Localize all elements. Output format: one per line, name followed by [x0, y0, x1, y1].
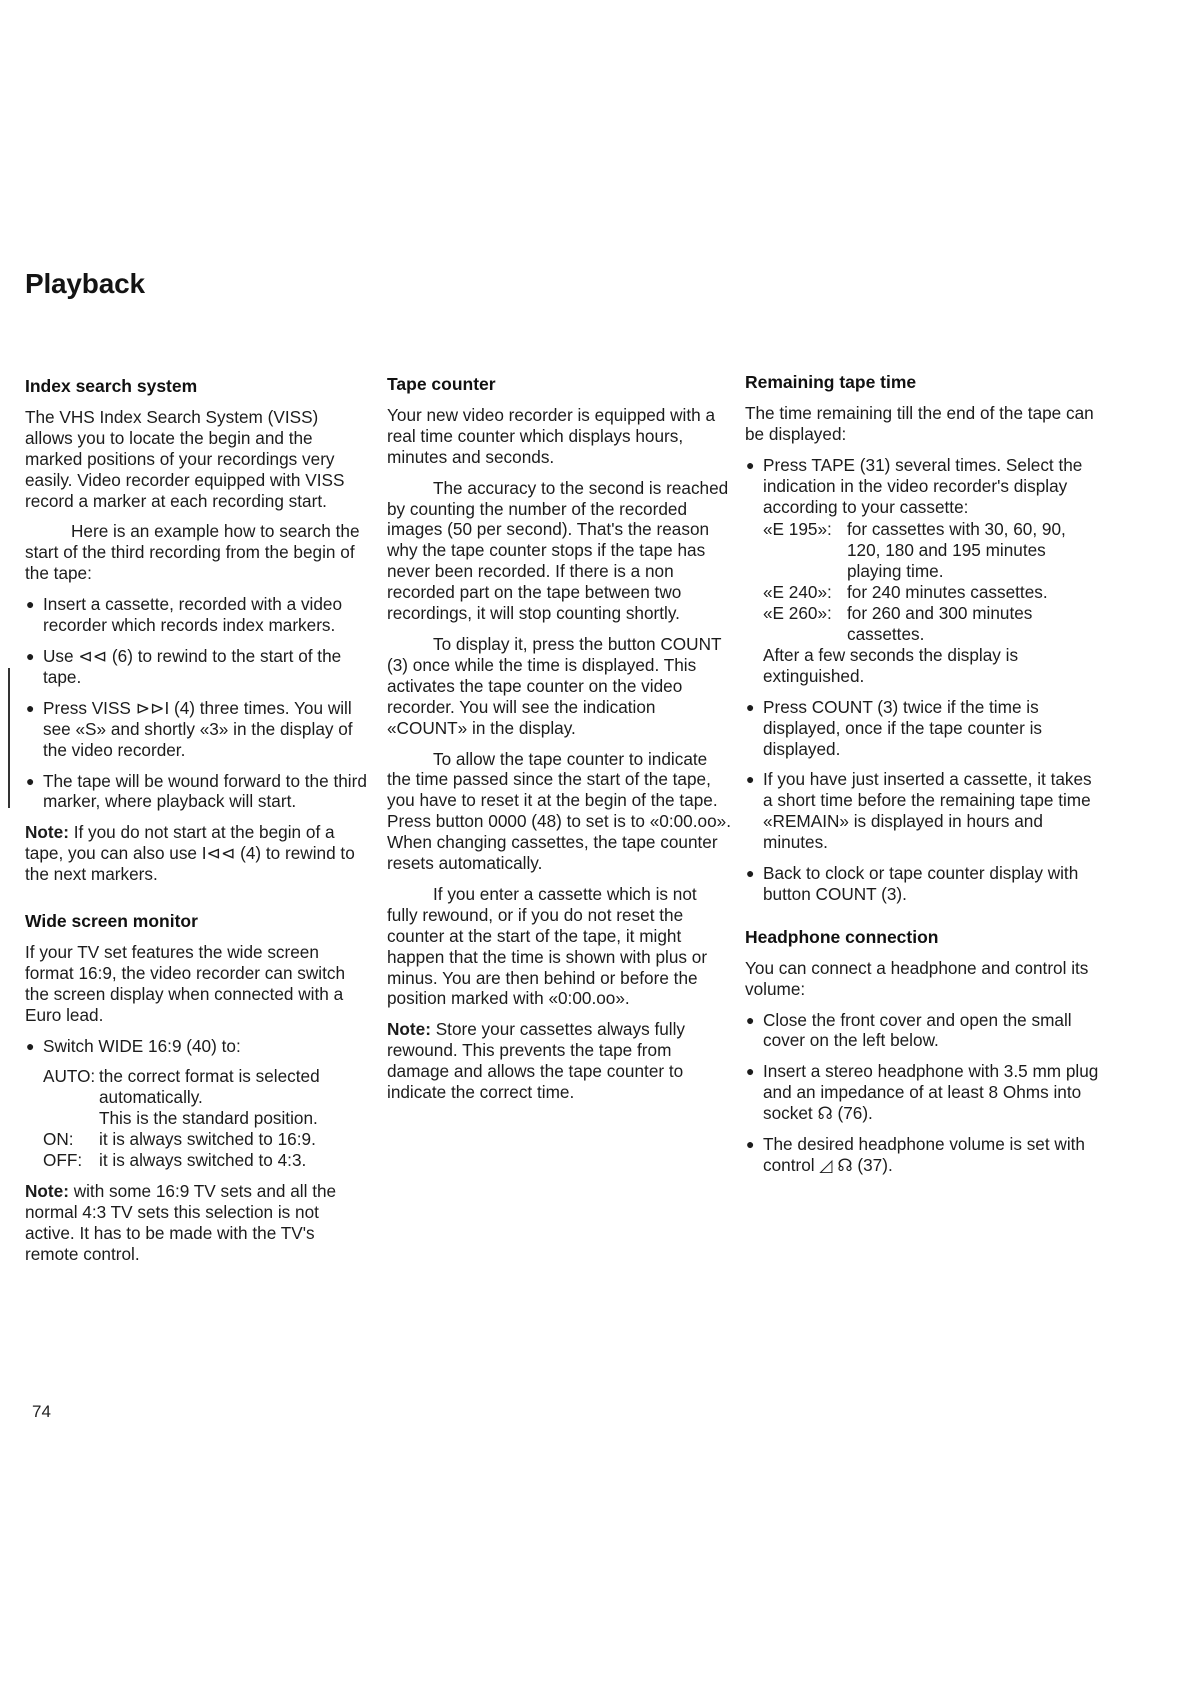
list-item — [25, 698, 370, 761]
option-value: for 260 and 300 minutes cassettes. — [847, 603, 1033, 644]
column-2 — [387, 374, 732, 1113]
option-row — [43, 1150, 370, 1171]
list-item — [745, 769, 1100, 853]
bullet-icon: ● — [746, 771, 755, 788]
headphone-intro: You can connect a headphone and control its volume: — [745, 957, 1089, 999]
bullet-icon: ● — [26, 1037, 35, 1054]
option-value: it is always switched to 4:3. — [99, 1150, 307, 1171]
option-value: it is always switched to 16:9. — [99, 1129, 316, 1150]
option-row — [763, 519, 1100, 582]
note-label: Note: — [25, 1181, 69, 1201]
list-item — [745, 455, 1100, 687]
option-key: «E 260»: — [763, 603, 832, 624]
column-1 — [25, 376, 370, 1275]
tape-counter-p2: The accuracy to the second is reached by counting the number of the recorded images (50 per second). That's the reason why the tape counter stops if the tape has never been recorded. If there is a non recorded part on the tape between two recordings, it will stop counting shortly. — [387, 477, 729, 624]
list-item-text: Press TAPE (31) several times. Select the indication in the video recorder's display according to your cassette: — [763, 454, 1083, 517]
headphone-heading: Headphone connection — [745, 926, 939, 947]
margin-change-bar — [8, 668, 10, 808]
note-text: with some 16:9 TV sets and all the normal 4:3 TV sets this selection is not active. It has to be made with the TV's remote control. — [25, 1181, 337, 1264]
option-key: ON: — [43, 1129, 74, 1150]
bullet-icon: ● — [746, 698, 755, 715]
note-label: Note: — [25, 822, 69, 843]
list-item-text: Insert a stereo headphone with 3.5 mm plug and an impedance of at least 8 Ohms into socket ☊ (76). — [763, 1061, 1099, 1124]
option-row — [763, 582, 1100, 603]
option-key: «E 195»: — [763, 519, 832, 540]
bullet-icon: ● — [746, 865, 755, 882]
wide-screen-heading: Wide screen monitor — [25, 911, 198, 932]
tape-counter-note — [387, 1019, 732, 1103]
remaining-tape-intro: The time remaining till the end of the tape can be displayed: — [745, 402, 1094, 444]
bullet-icon: ● — [26, 596, 35, 613]
list-item-text: Use ⊲⊲ (6) to rewind to the start of the tape. — [43, 645, 342, 687]
index-search-intro: The VHS Index Search System (VISS) allows you to locate the begin and the marked positions of your recordings very easily. Video recorder equipped with VISS record a marker at each recording start. — [25, 406, 345, 511]
option-row — [43, 1129, 370, 1150]
list-item — [745, 1010, 1100, 1052]
bullet-icon: ● — [26, 772, 35, 789]
list-item-text: Back to clock or tape counter display with button COUNT (3). — [763, 863, 1079, 904]
list-item-text: Insert a cassette, recorded with a video recorder which records index markers. — [43, 594, 343, 636]
page-number: 74 — [32, 1402, 51, 1421]
option-value: for cassettes with 30, 60, 90, 120, 180 and 195 minutes playing time. — [847, 519, 1066, 582]
wide-note — [25, 1181, 370, 1265]
note-text: If you do not start at the begin of a tape, you can also use I⊲⊲ (4) to rewind to the next markers. — [25, 822, 355, 885]
wide-options — [25, 1066, 370, 1171]
tape-counter-p5: If you enter a cassette which is not fully rewound, or if you do not reset the counter at the start of the tape, it might happen that the time is shown with plus or minus. You are then behind or before the position marked with «0:00.oo». — [387, 883, 708, 1009]
list-item — [745, 697, 1100, 760]
page-title: Playback — [25, 268, 145, 299]
list-item — [25, 646, 370, 688]
tape-counter-heading: Tape counter — [387, 374, 496, 394]
list-item — [745, 863, 1100, 905]
list-item-text: Switch WIDE 16:9 (40) to: — [43, 1035, 241, 1056]
index-search-example: Here is an example how to search the start of the third recording from the begin of the tape: — [25, 521, 360, 584]
option-row — [763, 603, 1100, 645]
index-note — [25, 822, 370, 885]
list-item — [25, 594, 370, 636]
option-key: «E 240»: — [763, 582, 832, 603]
bullet-icon: ● — [746, 456, 755, 473]
option-key: AUTO: — [43, 1066, 96, 1087]
index-search-heading: Index search system — [25, 376, 198, 396]
option-value — [99, 1066, 370, 1129]
bullet-icon: ● — [746, 1063, 755, 1080]
option-row — [43, 1066, 370, 1129]
remaining-after-text: After a few seconds the display is extinguished. — [763, 644, 1019, 686]
bullet-icon: ● — [26, 699, 35, 716]
list-item-text: Press COUNT (3) twice if the time is displayed, once if the tape counter is displayed. — [763, 696, 1042, 759]
list-item — [745, 1134, 1100, 1176]
note-label: Note: — [387, 1019, 431, 1040]
list-item-text: If you have just inserted a cassette, it takes a short time before the remaining tape time «REMAIN» is displayed in hours and minutes. — [763, 769, 1092, 853]
bullet-icon: ● — [26, 647, 35, 664]
list-item — [25, 771, 370, 813]
option-line: This is the standard position. — [99, 1108, 318, 1129]
list-item — [25, 1036, 370, 1057]
option-value: for 240 minutes cassettes. — [847, 582, 1048, 603]
list-item-text: The desired headphone volume is set with control ◿ ☊ (37). — [763, 1134, 1085, 1175]
column-3 — [745, 372, 1100, 1186]
wide-screen-intro: If your TV set features the wide screen format 16:9, the video recorder can switch the screen display when connected with a Euro lead. — [25, 941, 346, 1025]
bullet-icon: ● — [746, 1011, 755, 1028]
tape-counter-p4: To allow the tape counter to indicate the time passed since the start of the tape, you have to reset it at the begin of the tape. Press button 0000 (48) to set is to «0:00.oo». When changing cassettes, the tape counter resets automatically. — [387, 748, 731, 874]
tape-counter-p1: Your new video recorder is equipped with a real time counter which displays hours, minutes and seconds. — [387, 404, 716, 467]
list-item-text: Press VISS ⊳⊳I (4) three times. You will see «S» and shortly «3» in the display of the video recorder. — [43, 697, 353, 760]
option-line: the correct format is selected automatically. — [99, 1066, 320, 1108]
list-item — [745, 1061, 1100, 1124]
bullet-icon: ● — [746, 1136, 755, 1153]
list-item-text: Close the front cover and open the small cover on the left below. — [763, 1009, 1072, 1051]
note-text: Store your cassettes always fully rewound. This prevents the tape from damage and allows the tape counter to indicate the correct time. — [387, 1019, 686, 1103]
list-item-text: The tape will be wound forward to the third marker, where playback will start. — [43, 770, 367, 812]
option-key: OFF: — [43, 1150, 83, 1171]
cassette-options — [763, 519, 1100, 644]
tape-counter-p3: To display it, press the button COUNT (3) once while the time is displayed. This activates the tape counter on the video recorder. You will see the indication «COUNT» in the display. — [387, 633, 722, 738]
remaining-tape-heading: Remaining tape time — [745, 372, 917, 392]
